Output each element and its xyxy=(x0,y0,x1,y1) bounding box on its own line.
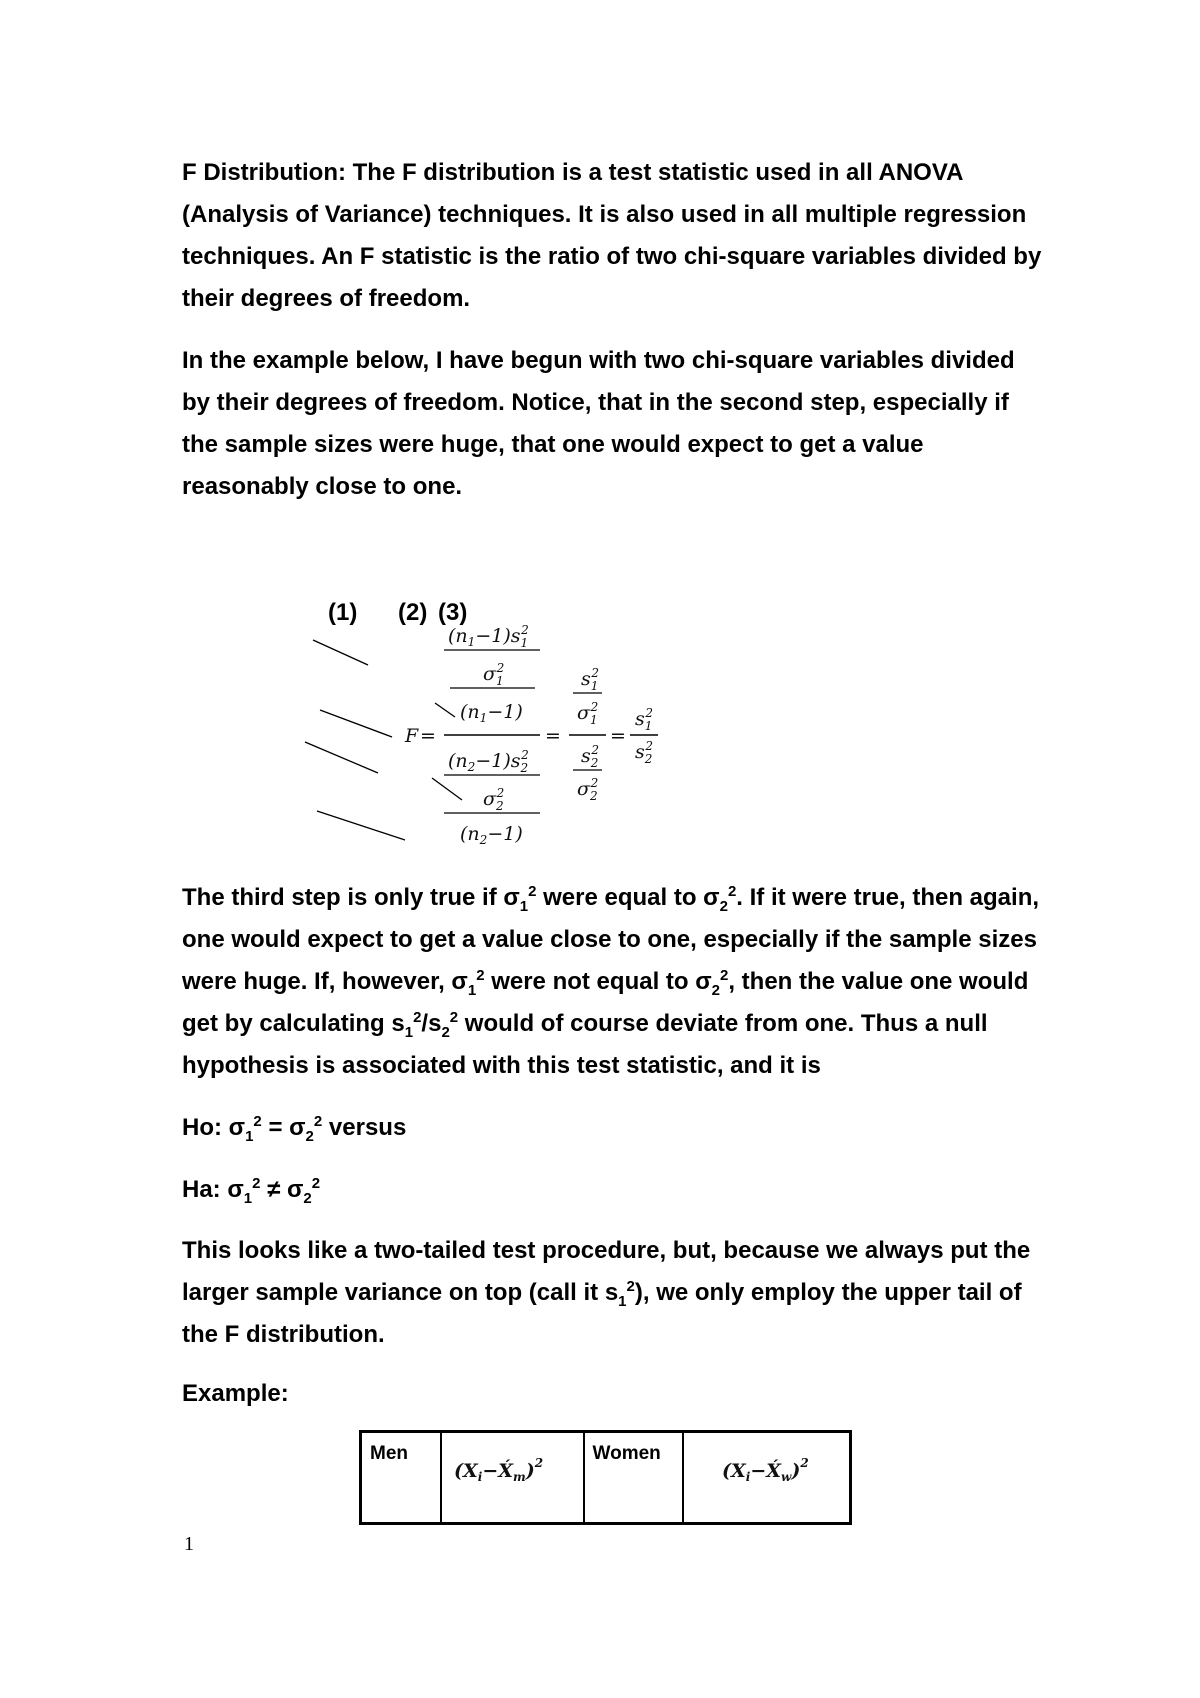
sigma1-squared-step2: $\sigma_12$ xyxy=(577,700,599,727)
s1-squared-step2: $s_12$ xyxy=(581,666,600,693)
numerator-n2-minus-1-s2: $(n_2-1)s_22$ xyxy=(448,748,529,775)
null-hypothesis: Ho: $\sigma_1^2 = \sigma_2^2$ versus xyxy=(182,1113,407,1145)
page-number: 1 xyxy=(184,1533,194,1555)
s2-squared-step2: $s_22$ xyxy=(581,743,600,770)
header-men-deviation xyxy=(441,1432,584,1524)
sigma2-squared-step2: $\sigma_22$ xyxy=(577,776,599,803)
intro-term: F Distribution: xyxy=(182,159,346,186)
men-deviation-formula xyxy=(450,1443,570,1493)
equals-sign-2: = xyxy=(545,725,561,747)
intro-paragraph xyxy=(182,152,1042,320)
women-deviation-formula xyxy=(692,1443,812,1493)
step-label-1: (1) xyxy=(328,599,358,626)
n1-minus-1-denominator: $(n_1-1)$ xyxy=(460,701,523,725)
svg-text:(Xi−X́m)2: $(X_i-X́_m)^2$ xyxy=(453,1456,543,1484)
intro-text: The F distribution is a test statistic used in all ANOVA (Analysis of Variance) techniques. It is also used in all multiple regression techniques. An F statistic is the ratio of two chi-square variables divided by their degrees of freedom. xyxy=(182,159,1042,312)
pointer-line-4 xyxy=(317,811,405,840)
step-label-3: (3) xyxy=(438,599,468,626)
f-ratio-equation xyxy=(290,585,690,845)
s2-squared-step3: $s_22$ xyxy=(635,739,654,766)
alternative-hypothesis: Ha: $\sigma_1^2 \ne \sigma_2^2$ xyxy=(182,1175,321,1207)
pointer-line-2 xyxy=(320,710,392,737)
equals-sign-3: = xyxy=(610,725,626,747)
pointer-line-5 xyxy=(435,703,455,717)
pointer-line-3 xyxy=(305,742,378,773)
s1-squared-step3: $s_12$ xyxy=(635,706,654,733)
third-step-paragraph: The third step is only true if $\sigma_1^2$ were equal to $\sigma_2^2$. If it were true, then again, one would expect to get a value close to one, especially if the sample sizes were huge. If, however, $\sigma_1^2$ were not equal to $\sigma_2^2$, then the value one would get by calculating $s_1^2/s_2^2$ would of course deviate from one. Thus a null hypothesis is associated with this test statistic, and it is xyxy=(182,883,1040,1079)
example-explanation-paragraph: In the example below, I have begun with two chi-square variables divided by their degrees of freedom. Notice, that in the second step, especially if the sample sizes were huge, that one would expect to get a value reasonably close to one. xyxy=(182,347,1015,500)
sigma1-squared-top: $\sigma_12$ xyxy=(483,661,505,688)
equals-sign-1: = xyxy=(420,725,436,747)
upper-tail-paragraph: This looks like a two-tailed test procedure, but, because we always put the larger sample variance on top (call it $s_1^2$), we only employ the upper tail of the F distribution. xyxy=(182,1237,1031,1348)
step-label-2: (2) xyxy=(398,599,428,626)
example-table xyxy=(359,1430,852,1525)
f-symbol: F xyxy=(405,725,419,747)
numerator-n1-minus-1-s1: $(n_1-1)s_12$ xyxy=(448,623,529,650)
header-women: Women xyxy=(584,1432,683,1524)
pointer-line-1 xyxy=(313,640,368,665)
header-men: Men xyxy=(361,1432,441,1524)
sigma2-squared-bottom: $\sigma_22$ xyxy=(483,786,505,813)
header-women-deviation xyxy=(683,1432,851,1524)
table-header-row xyxy=(361,1432,851,1524)
example-label: Example: xyxy=(182,1380,289,1407)
pointer-line-6 xyxy=(432,778,462,800)
n2-minus-1-denominator: $(n_2-1)$ xyxy=(460,823,523,845)
svg-text:(Xi−X́w)2: $(X_i-X́_w)^2$ xyxy=(721,1456,809,1484)
